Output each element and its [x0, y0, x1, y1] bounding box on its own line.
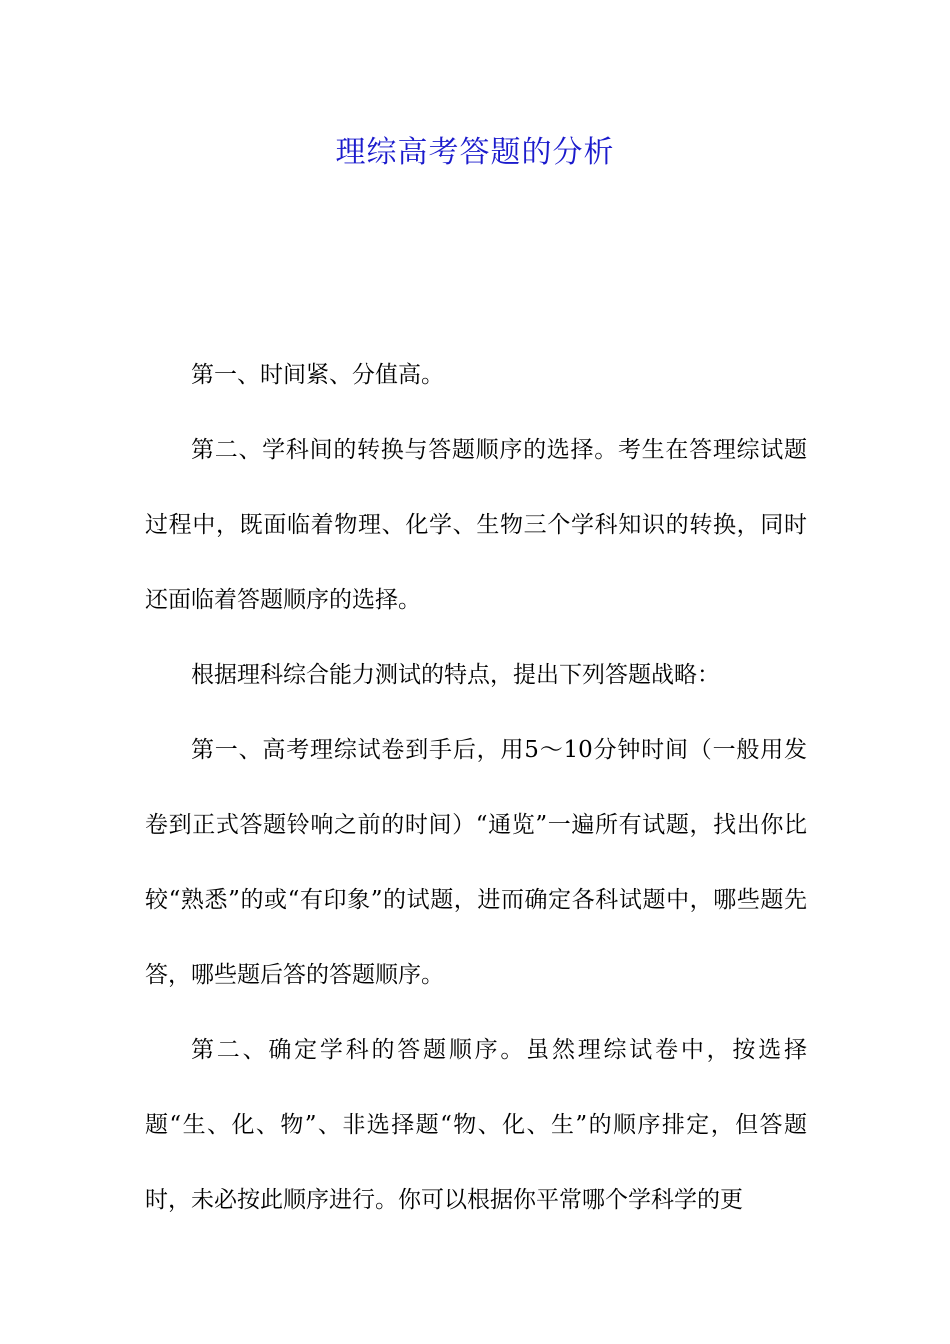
document-body [145, 338, 807, 1238]
document-title: 理综高考答题的分析 [335, 135, 615, 170]
paragraph-1: 第一、时间紧、分值高。 [191, 362, 444, 388]
paragraph-4: 第一、高考理综试卷到手后，用5～10分钟时间（一般用发卷到正式答题铃响之前的时间）“通览”一遍所有试题，找出你比较“熟悉”的或“有印象”的试题，进而确定各科试题中，哪些题先答，哪些题后答的答题顺序。 [145, 737, 807, 988]
paragraph-5: 第二、确定学科的答题顺序。虽然理综试卷中，按选择题“生、化、物”、非选择题“物、化、生”的顺序排定，但答题时，未必按此顺序进行。你可以根据你平常哪个学科学的更 [145, 1037, 807, 1213]
paragraph-2: 第二、学科间的转换与答题顺序的选择。考生在答理综试题过程中，既面临着物理、化学、生物三个学科知识的转换，同时还面临着答题顺序的选择。 [145, 437, 807, 613]
paragraph-3: 根据理科综合能力测试的特点，提出下列答题战略： [191, 662, 720, 688]
